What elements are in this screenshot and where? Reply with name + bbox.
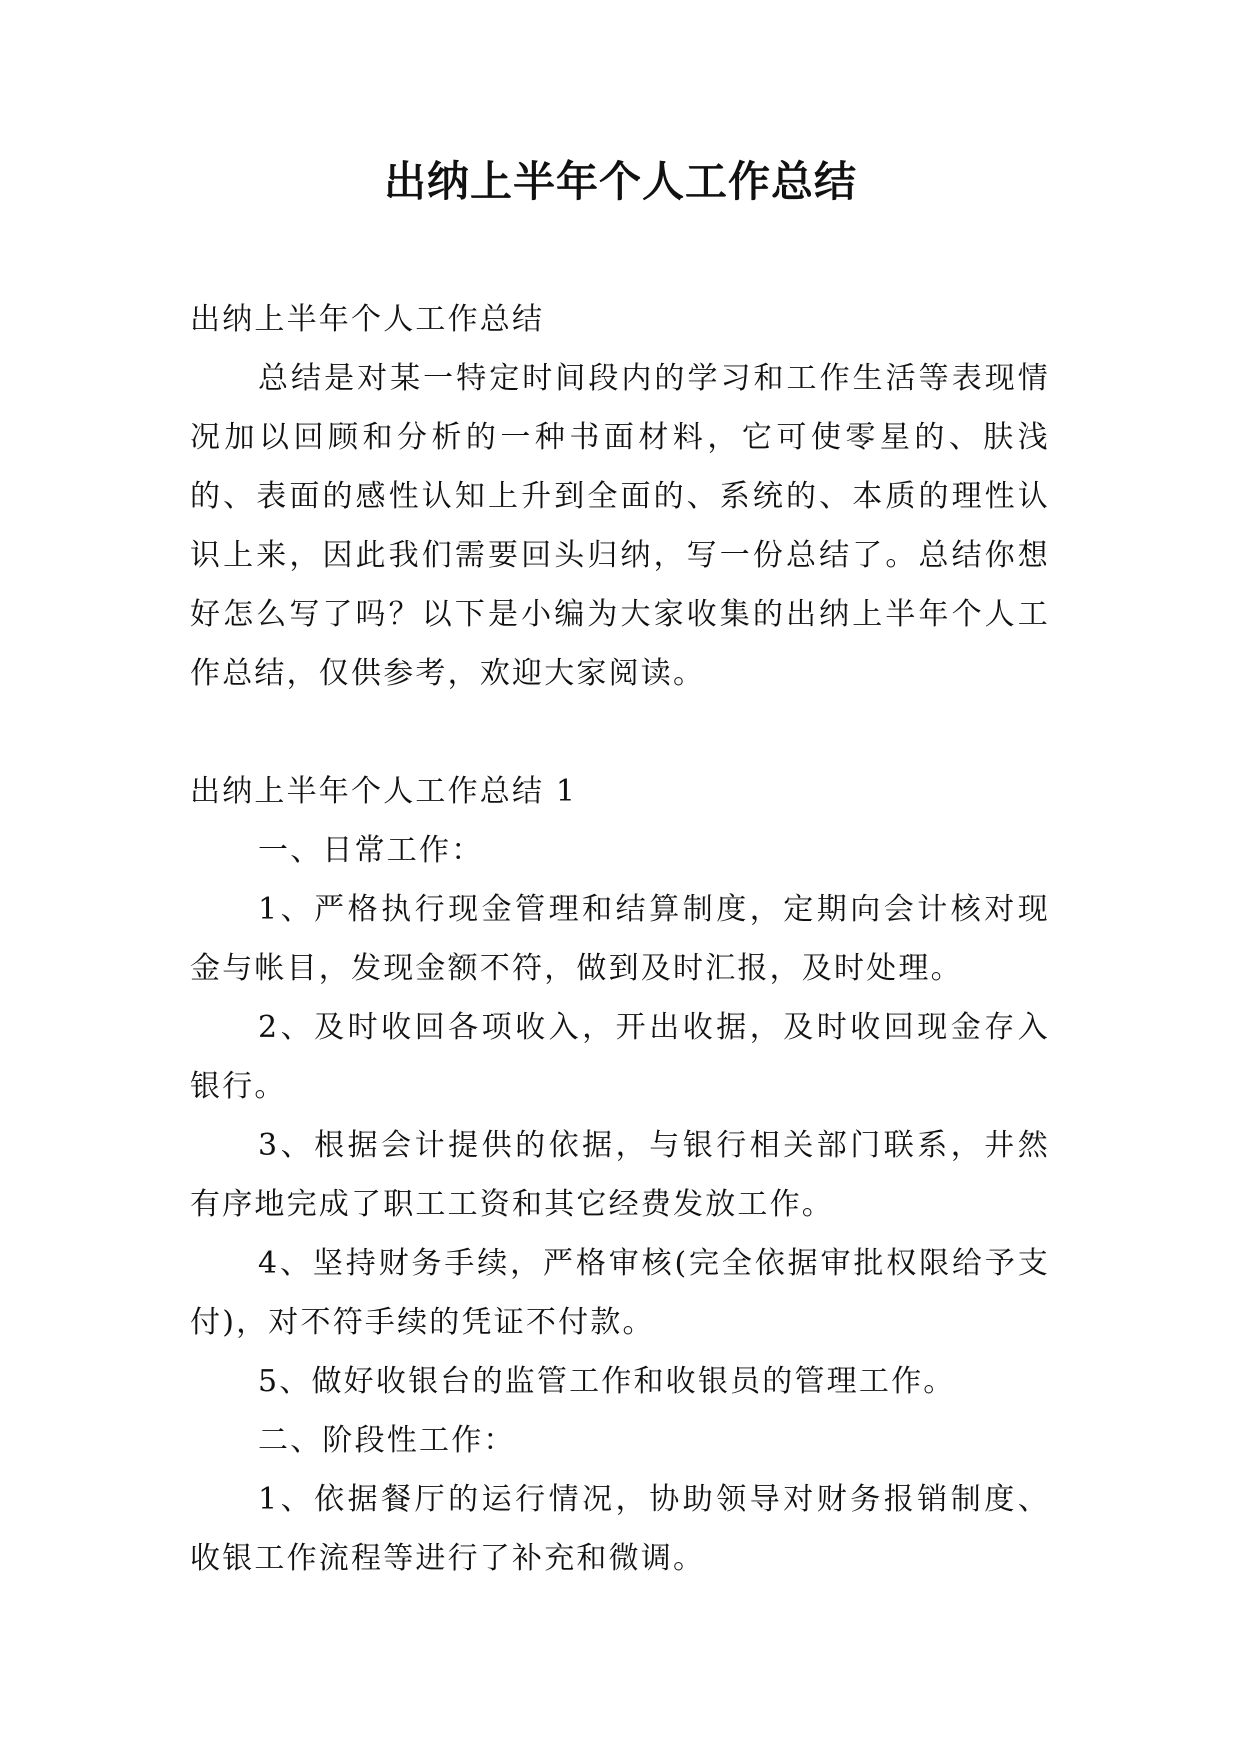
part-heading-phase-work: 二、阶段性工作： — [258, 1423, 516, 1458]
paragraph-gap — [190, 703, 1050, 762]
section-heading: 出纳上半年个人工作总结 1 — [190, 774, 578, 809]
list-item: 5、做好收银台的监管工作和收银员的管理工作。 — [258, 1364, 956, 1399]
list-item: 3、根据会计提供的依据，与银行相关部门联系，井然有序地完成了职工工资和其它经费发放工作。 — [190, 1128, 1050, 1222]
document-title: 出纳上半年个人工作总结 — [383, 157, 857, 206]
intro-paragraph: 总结是对某一特定时间段内的学习和工作生活等表现情况加以回顾和分析的一种书面材料，它可使零星的、肤浅的、表面的感性认知上升到全面的、系统的、本质的理性认识上来，因此我们需要回头归纳，写一份总结了。总结你想好怎么写了吗？以下是小编为大家收集的出纳上半年个人工作总结，仅供参考，欢迎大家阅读。 — [190, 361, 1050, 691]
list-item: 2、及时收回各项收入，开出收据，及时收回现金存入银行。 — [190, 1010, 1050, 1104]
part-heading-daily-work: 一、日常工作： — [258, 833, 484, 868]
list-item: 4、坚持财务手续，严格审核(完全依据审批权限给予支付)，对不符手续的凭证不付款。 — [190, 1246, 1050, 1340]
list-item: 1、依据餐厅的运行情况，协助领导对财务报销制度、收银工作流程等进行了补充和微调。 — [190, 1482, 1050, 1576]
document-subtitle: 出纳上半年个人工作总结 — [190, 302, 545, 337]
document-body — [190, 290, 1050, 1588]
list-item: 1、严格执行现金管理和结算制度，定期向会计核对现金与帐目，发现金额不符，做到及时汇报，及时处理。 — [190, 892, 1050, 986]
